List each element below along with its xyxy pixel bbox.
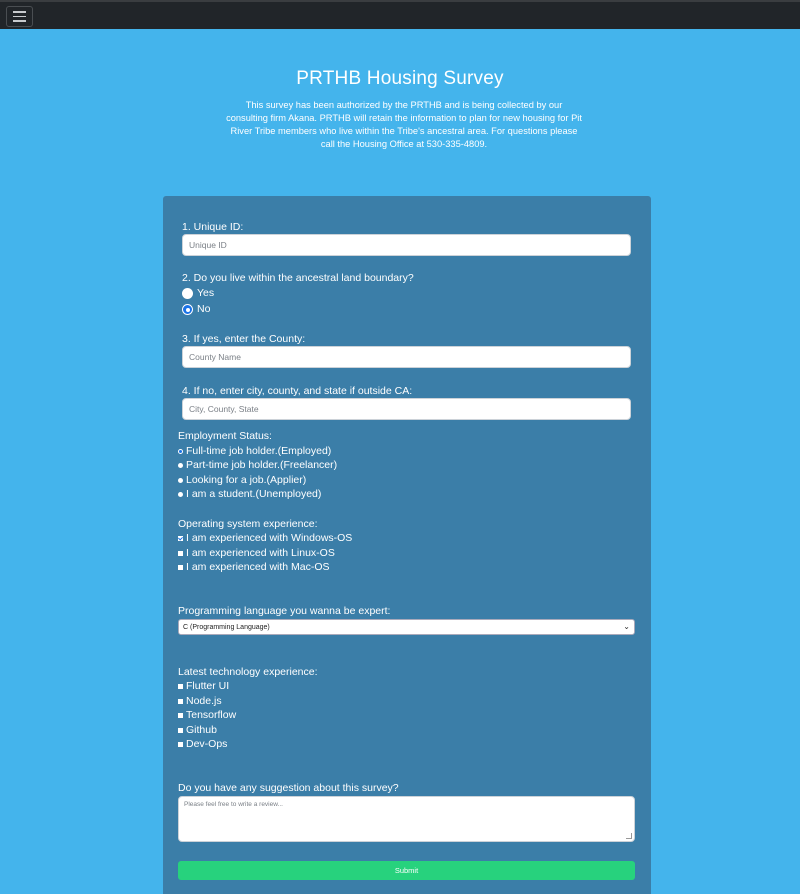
tech-option-devops[interactable]: Dev-Ops — [178, 738, 227, 750]
radio-dot-icon[interactable] — [178, 449, 183, 454]
resize-handle-icon[interactable] — [626, 833, 632, 839]
radio-yes-label: Yes — [197, 287, 215, 299]
radio-dot-icon[interactable] — [178, 492, 183, 497]
submit-button[interactable]: Submit — [178, 861, 635, 880]
county-input[interactable]: County Name — [182, 346, 631, 368]
employment-option-parttime[interactable]: Part-time job holder.(Freelancer) — [178, 459, 337, 471]
os-option-mac[interactable]: I am experienced with Mac-OS — [178, 561, 330, 573]
q1-label: 1. Unique ID: — [182, 221, 244, 233]
suggestion-textarea[interactable]: Please feel free to write a review... — [178, 796, 635, 842]
survey-intro: This survey has been authorized by the PRTHB and is being collected by our consulting firm Akana. PRTHB will retain the information to plan for new housing for Pit River Tribe members who live within the Tribe's ancestral area. For questions please call the Housing Office at 530-335-4809. — [226, 100, 582, 149]
unique-id-input[interactable]: Unique ID — [182, 234, 631, 256]
suggestion-label: Do you have any suggestion about this survey? — [178, 782, 399, 794]
city-county-state-input[interactable]: City, County, State — [182, 398, 631, 420]
checkbox-icon[interactable] — [178, 728, 183, 733]
tech-label: Latest technology experience: — [178, 666, 318, 678]
radio-no[interactable] — [182, 304, 193, 315]
tech-option-nodejs[interactable]: Node.js — [178, 695, 222, 707]
radio-dot-icon[interactable] — [178, 463, 183, 468]
tech-option-flutter[interactable]: Flutter UI — [178, 680, 229, 692]
checkbox-icon[interactable] — [178, 565, 183, 570]
os-option-linux[interactable]: I am experienced with Linux-OS — [178, 547, 335, 559]
tech-option-tensorflow[interactable]: Tensorflow — [178, 709, 236, 721]
employment-option-fulltime[interactable]: Full-time job holder.(Employed) — [178, 445, 331, 457]
language-label: Programming language you wanna be expert: — [178, 605, 391, 617]
checkbox-icon[interactable] — [178, 699, 183, 704]
page-title: PRTHB Housing Survey — [296, 68, 504, 89]
radio-dot-icon[interactable] — [178, 478, 183, 483]
radio-yes[interactable] — [182, 288, 193, 299]
employment-option-looking[interactable]: Looking for a job.(Applier) — [178, 474, 306, 486]
chevron-down-icon: ⌄ — [623, 622, 630, 631]
checkbox-icon[interactable] — [178, 536, 183, 541]
employment-option-student[interactable]: I am a student.(Unemployed) — [178, 488, 321, 500]
top-navbar — [0, 0, 800, 29]
checkbox-icon[interactable] — [178, 684, 183, 689]
checkbox-icon[interactable] — [178, 713, 183, 718]
checkbox-icon[interactable] — [178, 742, 183, 747]
language-select[interactable]: C (Programming Language) ⌄ — [178, 619, 635, 635]
hamburger-icon[interactable] — [6, 6, 33, 27]
employment-label: Employment Status: — [178, 430, 272, 442]
q4-label: 4. If no, enter city, county, and state if outside CA: — [182, 385, 413, 397]
q3-label: 3. If yes, enter the County: — [182, 333, 306, 345]
os-option-windows[interactable]: I am experienced with Windows-OS — [178, 532, 352, 544]
radio-no-label: No — [197, 303, 211, 315]
checkbox-icon[interactable] — [178, 551, 183, 556]
tech-option-github[interactable]: Github — [178, 724, 217, 736]
os-label: Operating system experience: — [178, 518, 318, 530]
q2-label: 2. Do you live within the ancestral land boundary? — [182, 272, 414, 284]
